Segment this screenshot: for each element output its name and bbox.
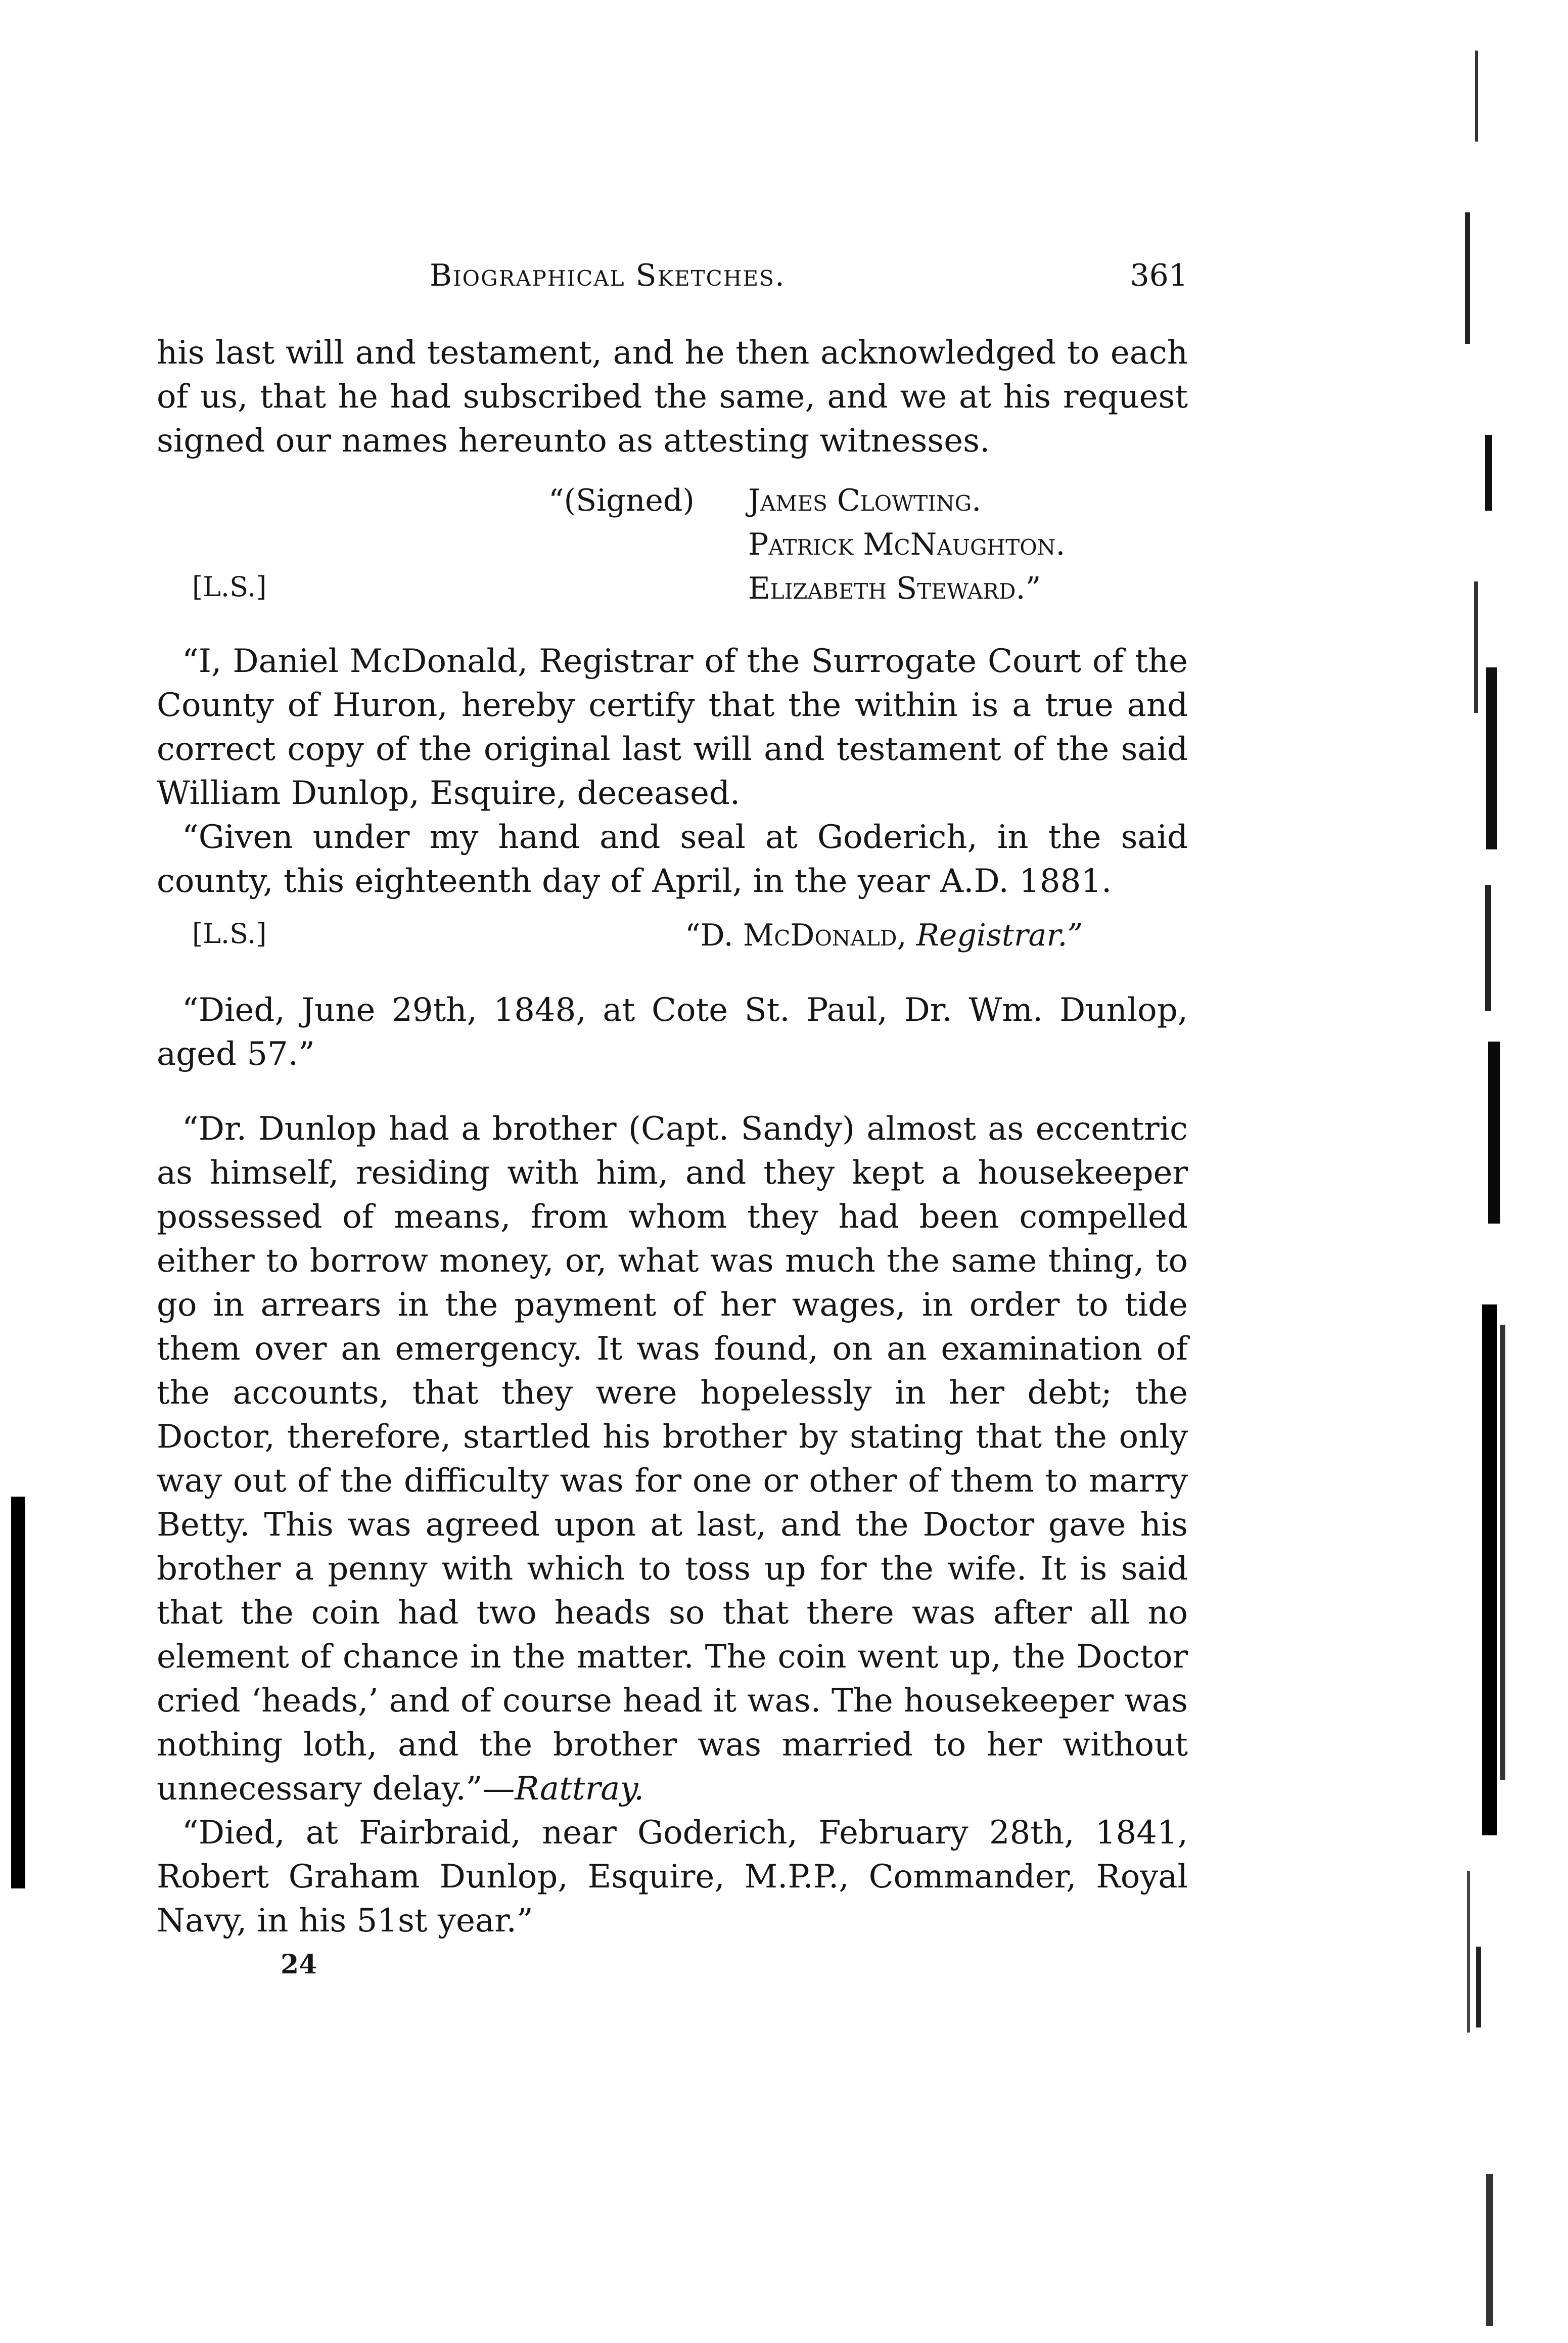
witness-name: Patrick McNaughton. [748,527,1066,562]
scan-margin-bar [11,1497,25,1888]
opening-paragraph [157,331,1188,463]
anecdote-text: “Dr. Dunlop had a brother (Capt. Sandy) almost as eccentric as himself, residing with him, and they kept a housekeeper possessed of means, from whom they had been compelled either to borrow money, or, what was much the same thing, to go in arrears in the payment of her wages, in order to tide them over an emergency. It was found, on an examination of the accounts, that they were hopelessly in her debt; the Doctor, therefore, startled his brother by stating that the only way out of the difficulty was for one or other of them to marry Betty. This was agreed upon at last, and the Doctor gave his brother a penny with which to toss up for the wife. It is said that the coin had two heads so that there was after all no element of chance in the matter. The coin went up, the Doctor cried ‘heads,’ and of course head it was. The housekeeper was nothing loth, and the brother was married to her without unnecessary delay.”— [157,1110,1188,1808]
certificate [157,640,1188,904]
anecdote-source: Rattray. [515,1770,644,1808]
registrar-signature [157,918,1188,963]
certificate-paragraph: “I, Daniel McDonald, Registrar of the Surrogate Court of the County of Huron, hereby certify that the within is a true and correct copy of the original last will and testament of the said William Dunlop, Esquire, deceased. [157,643,1188,812]
death-notice [157,988,1188,1076]
seal-mark: [L.S.] [192,571,267,603]
witness-block [157,483,1188,614]
anecdote [157,1107,1188,1943]
anecdote-paragraph [157,1107,1188,1811]
running-header [157,258,1188,303]
page-number: 361 [1130,258,1188,293]
signature-title: Registrar.” [916,918,1083,953]
witness-name: James Clowting. [748,483,982,518]
running-title: Biographical Sketches. [430,258,786,293]
witness-name: Elizabeth Steward.” [748,571,1041,606]
scan-edge-artifacts [1456,0,1568,2343]
death-notice-1: “Died, June 29th, 1848, at Cote St. Paul, Dr. Wm. Dunlop, aged 57.” [157,992,1188,1073]
seal-mark: [L.S.] [192,918,267,950]
opening-lines: his last will and testament, and he then acknowledged to each of us, that he had subscribed the same, and we at his request signed our names hereunto as attesting witnesses. [157,334,1188,460]
signature-mark: 24 [281,1949,317,1980]
certificate-given: “Given under my hand and seal at Goderich, in the said county, this eighteenth day of April, in the year A.D. 1881. [157,819,1188,900]
signature-name: “D. McDonald, [685,918,916,953]
death-notice-2: “Died, at Fairbraid, near Goderich, February 28th, 1841, Robert Graham Dunlop, Esquire, M.P.P., Commander, Royal Navy, in his 51st year.” [157,1814,1188,1940]
signed-label: “(Signed) [548,483,695,518]
